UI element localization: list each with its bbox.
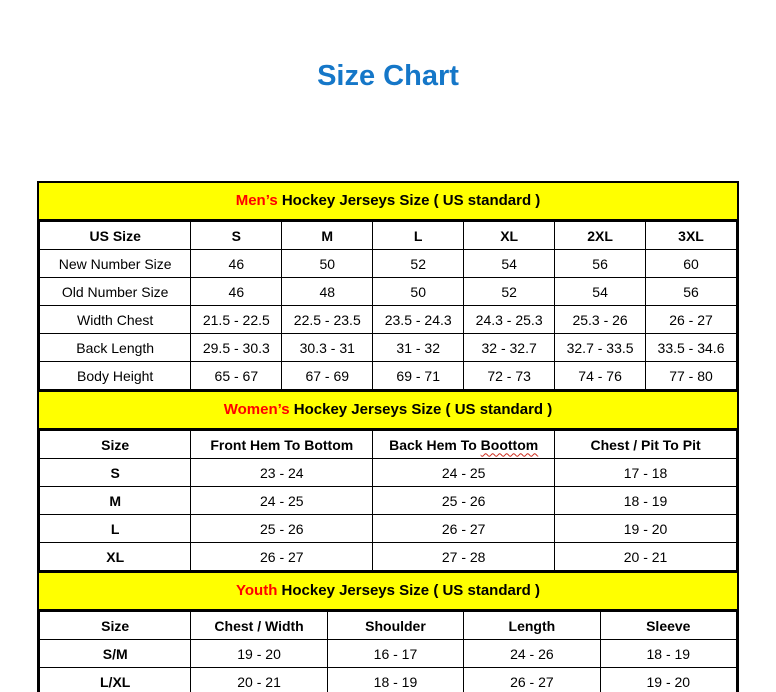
column-header-text: Back Hem To: [389, 436, 481, 453]
row-label: Width Chest: [40, 306, 191, 334]
row-label: Old Number Size: [40, 278, 191, 306]
size-value-cell: 50: [373, 278, 464, 306]
size-value-cell: 18 - 19: [555, 487, 737, 515]
size-section: [39, 183, 737, 390]
size-value-cell: 24 - 25: [191, 487, 373, 515]
page-title: Size Chart: [317, 60, 459, 92]
size-value-cell: 20 - 21: [555, 543, 737, 571]
column-header: [373, 431, 555, 459]
section-heading: [39, 571, 737, 611]
header-row: [40, 612, 737, 640]
column-header: Length: [464, 612, 600, 640]
size-value-cell: 23.5 - 24.3: [373, 306, 464, 334]
column-header: US Size: [40, 222, 191, 250]
size-value-cell: 26 - 27: [646, 306, 737, 334]
size-value-cell: 54: [464, 250, 555, 278]
size-value-cell: 19 - 20: [600, 668, 736, 692]
size-value-cell: 56: [646, 278, 737, 306]
size-value-cell: 52: [464, 278, 555, 306]
size-value-cell: 69 - 71: [373, 362, 464, 390]
table-row: [40, 487, 737, 515]
row-label: XL: [40, 543, 191, 571]
column-header: L: [373, 222, 464, 250]
row-label: L: [40, 515, 191, 543]
size-value-cell: 56: [555, 250, 646, 278]
size-value-cell: 25 - 26: [373, 487, 555, 515]
table-row: [40, 515, 737, 543]
size-value-cell: 27 - 28: [373, 543, 555, 571]
size-value-cell: 50: [282, 250, 373, 278]
size-table: [39, 611, 737, 692]
size-value-cell: 60: [646, 250, 737, 278]
column-header: Chest / Pit To Pit: [555, 431, 737, 459]
column-header: Size: [40, 431, 191, 459]
size-value-cell: 25.3 - 26: [555, 306, 646, 334]
size-value-cell: 21.5 - 22.5: [191, 306, 282, 334]
size-value-cell: 72 - 73: [464, 362, 555, 390]
size-value-cell: 46: [191, 250, 282, 278]
section-heading-rest: Hockey Jerseys Size ( US standard ): [289, 401, 553, 418]
table-row: [40, 250, 737, 278]
size-value-cell: 65 - 67: [191, 362, 282, 390]
size-value-cell: 32 - 32.7: [464, 334, 555, 362]
column-header: XL: [464, 222, 555, 250]
table-row: [40, 334, 737, 362]
misspelled-word: Boottom: [480, 436, 539, 453]
size-value-cell: 52: [373, 250, 464, 278]
size-value-cell: 54: [555, 278, 646, 306]
row-label: L/XL: [40, 668, 191, 692]
row-label: S: [40, 459, 191, 487]
size-value-cell: 19 - 20: [555, 515, 737, 543]
size-value-cell: 19 - 20: [191, 640, 327, 668]
size-value-cell: 46: [191, 278, 282, 306]
table-row: [40, 362, 737, 390]
size-value-cell: 22.5 - 23.5: [282, 306, 373, 334]
row-label: Body Height: [40, 362, 191, 390]
size-value-cell: 24.3 - 25.3: [464, 306, 555, 334]
size-value-cell: 18 - 19: [327, 668, 463, 692]
size-value-cell: 26 - 27: [464, 668, 600, 692]
size-value-cell: 16 - 17: [327, 640, 463, 668]
column-header: S: [191, 222, 282, 250]
size-value-cell: 67 - 69: [282, 362, 373, 390]
size-value-cell: 23 - 24: [191, 459, 373, 487]
row-label: New Number Size: [40, 250, 191, 278]
size-section: [39, 571, 737, 692]
column-header: Sleeve: [600, 612, 736, 640]
column-header: Size: [40, 612, 191, 640]
section-heading-rest: Hockey Jerseys Size ( US standard ): [277, 192, 541, 209]
row-label: S/M: [40, 640, 191, 668]
size-value-cell: 48: [282, 278, 373, 306]
table-row: [40, 278, 737, 306]
section-heading-highlight: Youth: [236, 582, 278, 599]
size-value-cell: 18 - 19: [600, 640, 736, 668]
table-row: [40, 306, 737, 334]
table-row: [40, 640, 737, 668]
size-value-cell: 26 - 27: [373, 515, 555, 543]
header-row: [40, 431, 737, 459]
size-value-cell: 74 - 76: [555, 362, 646, 390]
size-table: [39, 221, 737, 390]
row-label: Back Length: [40, 334, 191, 362]
section-heading: [39, 390, 737, 430]
section-heading-highlight: Men’s: [235, 192, 278, 209]
header-row: [40, 222, 737, 250]
size-value-cell: 31 - 32: [373, 334, 464, 362]
column-header: M: [282, 222, 373, 250]
size-value-cell: 20 - 21: [191, 668, 327, 692]
size-value-cell: 77 - 80: [646, 362, 737, 390]
row-label: M: [40, 487, 191, 515]
column-header: Front Hem To Bottom: [191, 431, 373, 459]
size-value-cell: 30.3 - 31: [282, 334, 373, 362]
size-value-cell: 32.7 - 33.5: [555, 334, 646, 362]
size-value-cell: 33.5 - 34.6: [646, 334, 737, 362]
table-row: [40, 459, 737, 487]
size-chart: [37, 181, 739, 692]
size-value-cell: 17 - 18: [555, 459, 737, 487]
size-section: [39, 390, 737, 571]
column-header: Chest / Width: [191, 612, 327, 640]
column-header: Shoulder: [327, 612, 463, 640]
section-heading-rest: Hockey Jerseys Size ( US standard ): [277, 582, 540, 599]
section-heading: [39, 183, 737, 221]
column-header: 3XL: [646, 222, 737, 250]
size-value-cell: 24 - 26: [464, 640, 600, 668]
size-value-cell: 25 - 26: [191, 515, 373, 543]
section-heading-highlight: Women’s: [223, 401, 290, 418]
size-value-cell: 24 - 25: [373, 459, 555, 487]
table-row: [40, 543, 737, 571]
size-value-cell: 26 - 27: [191, 543, 373, 571]
size-value-cell: 29.5 - 30.3: [191, 334, 282, 362]
size-table: [39, 430, 737, 571]
column-header: 2XL: [555, 222, 646, 250]
table-row: [40, 668, 737, 692]
